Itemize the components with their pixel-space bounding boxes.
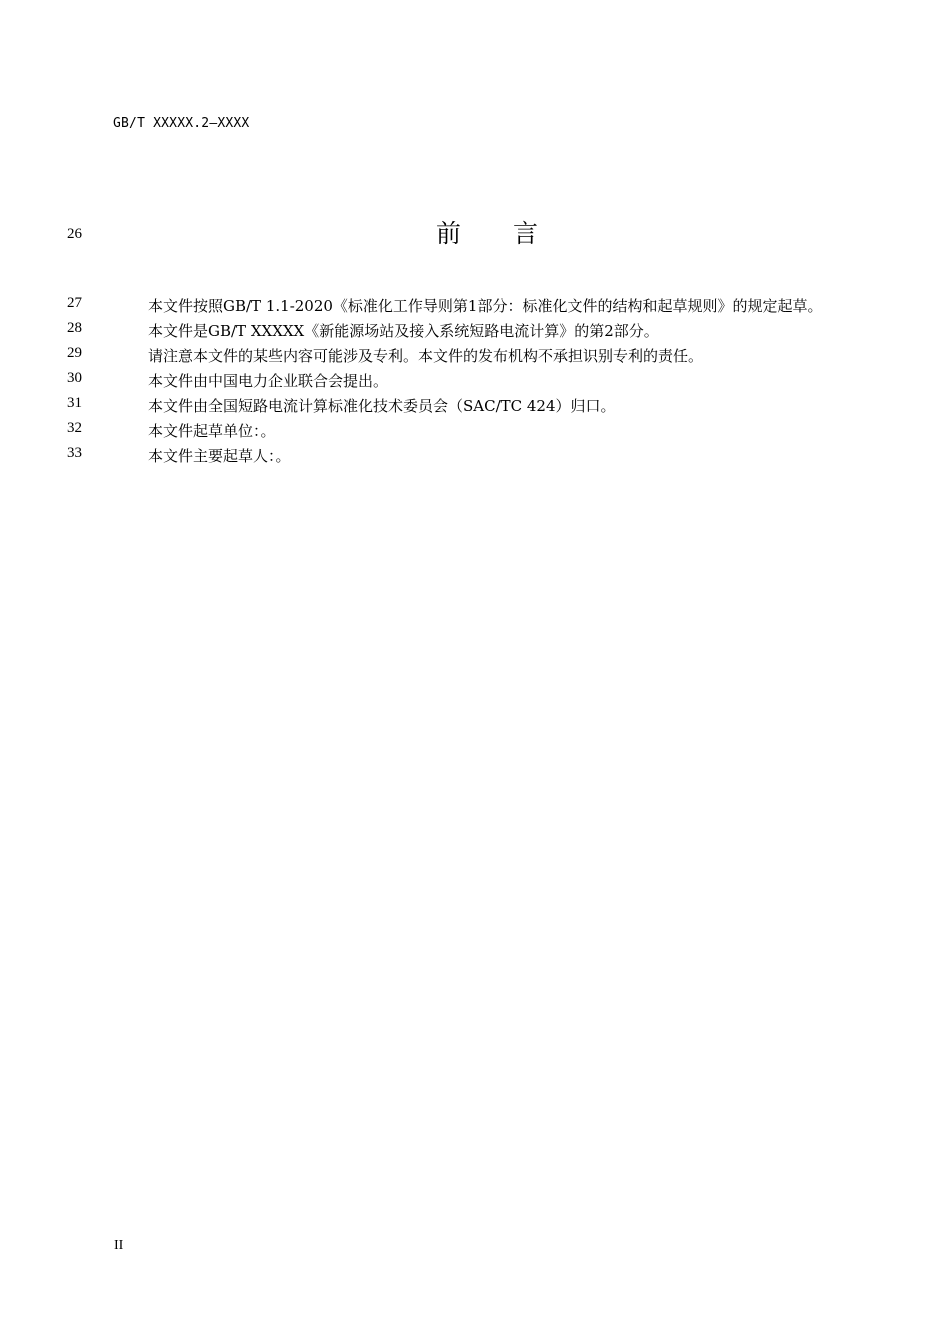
line-number: 30 bbox=[67, 370, 82, 386]
line-number: 28 bbox=[67, 320, 82, 336]
line-number: 33 bbox=[67, 445, 82, 461]
paragraph-line: 本文件起草单位：。 bbox=[148, 422, 276, 440]
paragraph-line: 本文件由全国短路电流计算标准化技术委员会（SAC/TC 424）归口。 bbox=[148, 397, 616, 415]
line-number: 32 bbox=[67, 420, 82, 436]
paragraph-line: 本文件由中国电力企业联合会提出。 bbox=[148, 372, 389, 390]
line-number: 26 bbox=[67, 226, 82, 242]
paragraph-line: 本文件是GB/T XXXXX《新能源场站及接入系统短路电流计算》的第2部分。 bbox=[148, 322, 659, 340]
paragraph-line: 本文件按照GB/T 1.1-2020《标准化工作导则第1部分：标准化文件的结构和起草规则》的规定起草。 bbox=[148, 297, 823, 315]
document-code: GB/T XXXXX.2—XXXX bbox=[113, 116, 250, 131]
line-number: 29 bbox=[67, 345, 82, 361]
line-number: 27 bbox=[67, 295, 82, 311]
line-number: 31 bbox=[67, 395, 82, 411]
title-char-2: 言 bbox=[513, 219, 539, 248]
paragraph-line: 本文件主要起草人：。 bbox=[148, 447, 291, 465]
page-number: II bbox=[114, 1238, 124, 1253]
page-title bbox=[436, 214, 538, 250]
paragraph-line: 请注意本文件的某些内容可能涉及专利。本文件的发布机构不承担识别专利的责任。 bbox=[148, 347, 704, 365]
title-char-1: 前 bbox=[436, 219, 462, 248]
